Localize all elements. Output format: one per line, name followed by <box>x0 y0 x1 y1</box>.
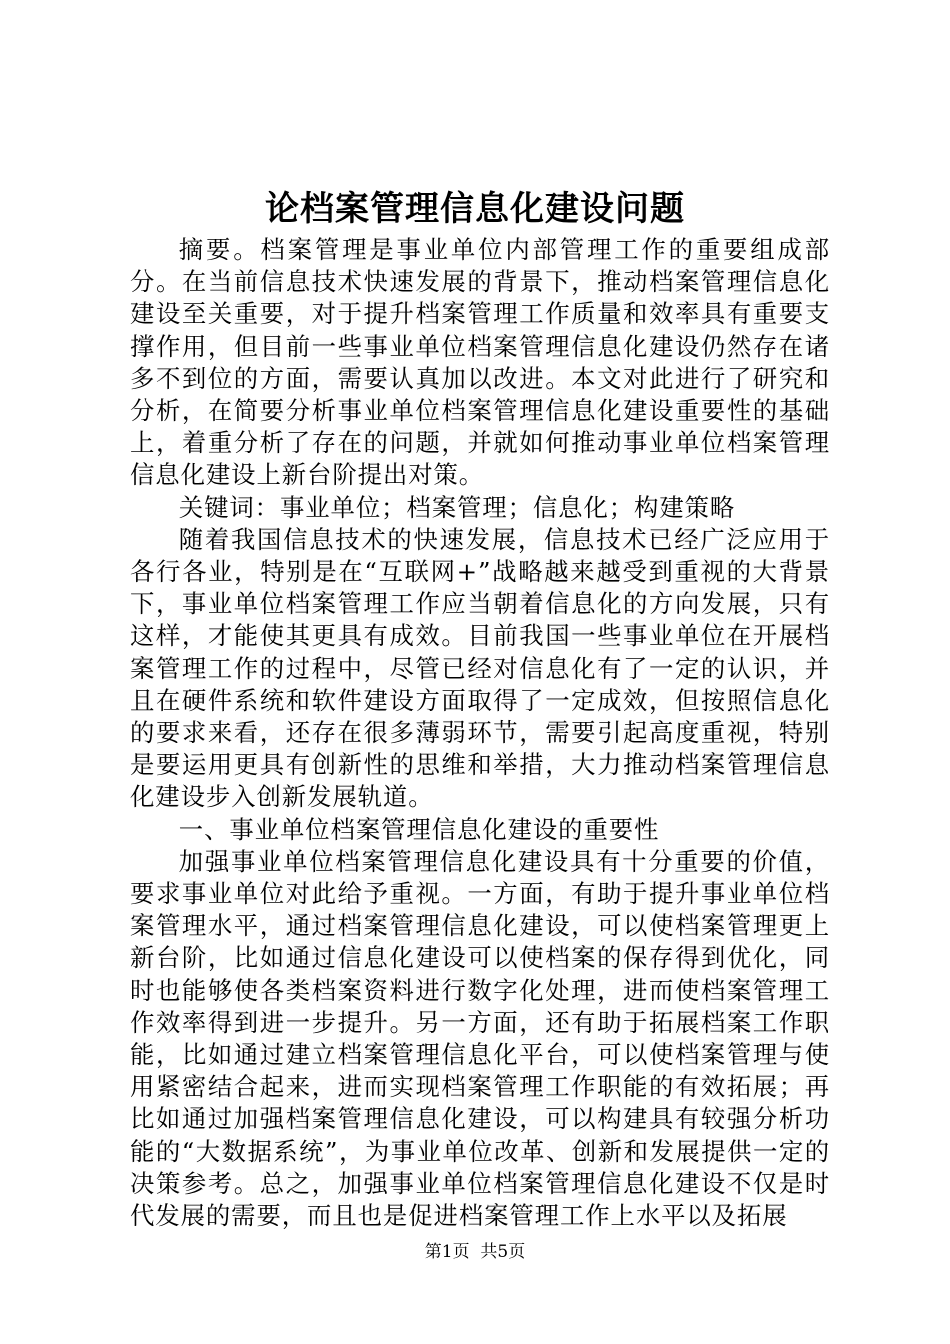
keywords-paragraph: 关键词：事业单位；档案管理；信息化；构建策略 <box>178 492 736 522</box>
section-heading: 一、事业单位档案管理信息化建设的重要性 <box>178 814 660 844</box>
document-title: 论档案管理信息化建设问题 <box>265 189 685 229</box>
intro-paragraph: 随着我国信息技术的快速发展，信息技术已经广泛应用于各行各业，特别是在“互联网+”战略越来越受到重视的大背景下，事业单位档案管理工作应当朝着信息化的方向发展，只有这样，才能使其更具有成效。目前我国一些事业单位在开展档案管理工作的过程中，尽管已经对信息化有了一定的认识，并且在硬件系统和软件建设方面取得了一定成效，但按照信息化的要求来看，还存在很多薄弱环节，需要引起高度重视，特别是要运用更具有创新性的思维和举措，大力推动档案管理信息化建设步入创新发展轨道。 <box>130 524 830 812</box>
page-number-footer <box>0 1240 950 1264</box>
document-body <box>130 234 830 1232</box>
section-paragraph: 加强事业单位档案管理信息化建设具有十分重要的价值，要求事业单位对此给予重视。一方面，有助于提升事业单位档案管理水平，通过档案管理信息化建设，可以使档案管理更上新台阶，比如通过信息化建设可以使档案的保存得到优化，同时也能够使各类档案资料进行数字化处理，进而使档案管理工作效率得到进一步提升。另一方面，还有助于拓展档案工作职能，比如通过建立档案管理信息化平台，可以使档案管理与使用紧密结合起来，进而实现档案管理工作职能的有效拓展；再比如通过加强档案管理信息化建设，可以构建具有较强分析功能的“大数据系统”，为事业单位改革、创新和发展提供一定的决策参考。总之，加强事业单位档案管理信息化建设不仅是时代发展的需要，而且也是促进档案管理工作上水平以及拓展 <box>130 846 830 1231</box>
abstract-paragraph: 摘要。档案管理是事业单位内部管理工作的重要组成部分。在当前信息技术快速发展的背景下，推动档案管理信息化建设至关重要，对于提升档案管理工作质量和效率具有重要支撑作用，但目前一些事业单位档案管理信息化建设仍然存在诸多不到位的方面，需要认真加以改进。本文对此进行了研究和分析，在简要分析事业单位档案管理信息化建设重要性的基础上，着重分析了存在的问题，并就如何推动事业单位档案管理信息化建设上新台阶提出对策。 <box>130 235 830 490</box>
page-number-label: 第1页 共5页 <box>424 1242 526 1262</box>
